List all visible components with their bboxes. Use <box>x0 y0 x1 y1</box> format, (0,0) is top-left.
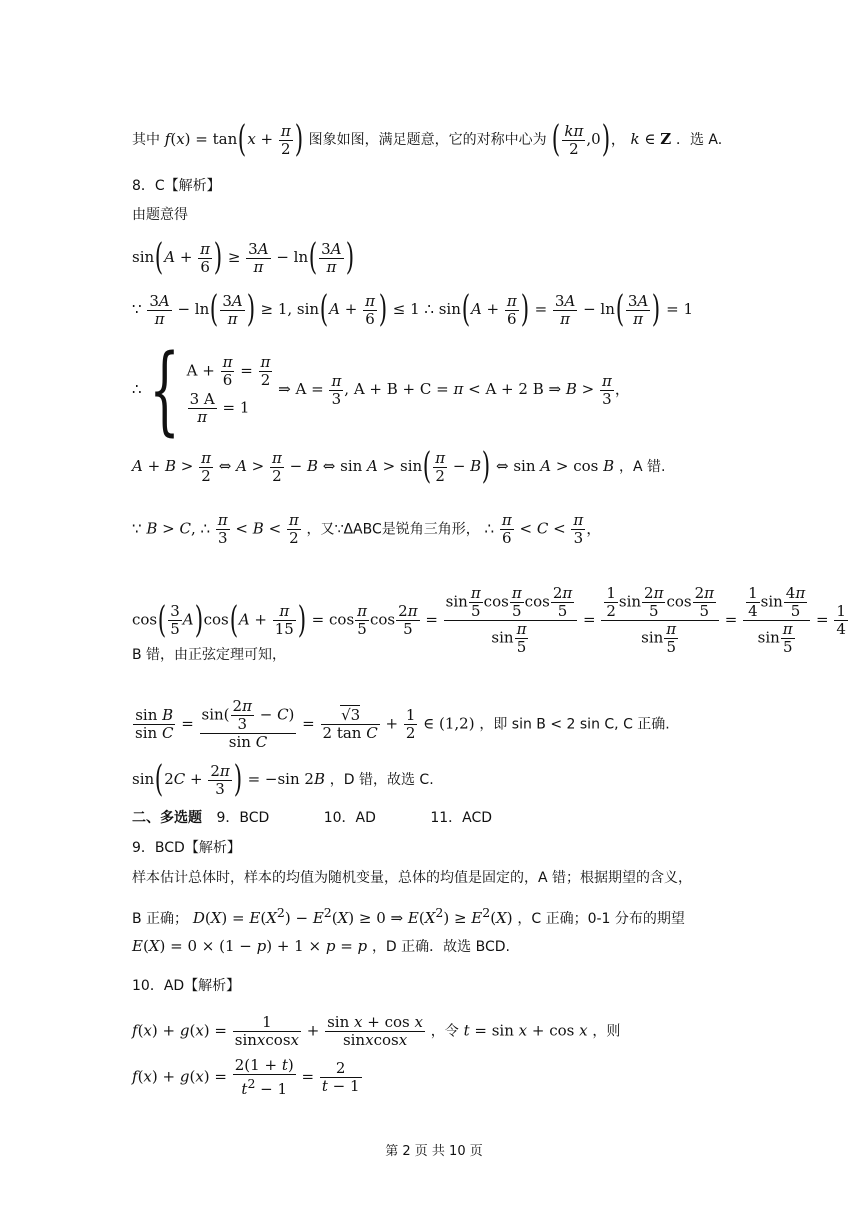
q10-heading: 10．AD【解析】 <box>132 978 241 994</box>
formula-sine-law: $\frac{\text{sin B}}{\text{sin C}}$ = sin( $\frac{2\pi}{3}$ − C) sin C = $\frac{√3}{\text{2 tan C}}$ + $\frac{1}{2}$ ∈ (1,2) ，即 sin B < 2 sin C, C 正确. <box>135 697 670 751</box>
q10-formula-2: f(x) + g(x) = $\frac{2(1 + t)}{t^2 - 1}$ = $\frac{2}{t - 1}$ <box>132 1056 360 1098</box>
text-b-right: B 正确； <box>132 911 189 927</box>
text-mid: 图象如图，满足题意，它的对称中心为 <box>308 132 547 148</box>
formula-system: ∴{ A + $\frac{\pi}{6}$ = $\frac{\pi}{2}$ $\frac{3 A}{\pi}$ = 1 ⇒ A = $\frac{\pi}{3}$ , A + B + C = π < A + 2 B ⇒ B > $\frac{\pi}{3}$ ， <box>132 334 630 446</box>
q8-heading: 8．C【解析】 <box>132 178 221 194</box>
text-tail: ．选 A. <box>675 132 723 148</box>
formula-cos-product: cos( $\frac{3}{5}$ A)cos(A + $\frac{\pi}{15}$ ) = cos $\frac{\pi}{5}$ cos $\frac{2\pi}{5}$ = sin $\frac{\pi}{5}$ cos $\frac{\pi}{5}$ cos $\frac{2\pi}{5}$ sin $\frac{\pi}{5}$ = $\frac{1}{2}$ sin $\frac{2\pi}{5}$ cos $\frac{2\pi}{5}$ sin $\frac{\pi}{5}$ = $\frac{1}{4}$ sin $\frac{4\pi}{5}$ sin $\frac{\pi}{5}$ = $\frac{1}{4}$ <box>132 584 846 656</box>
text-d-wrong: ，D 错，故选 C. <box>329 772 434 788</box>
formula-d-wrong: sin(2C + $\frac{2\pi}{3}$ ) = −sin 2B ，D 错，故选 C. <box>132 759 434 800</box>
formula-since: ∵ $\frac{3A}{\pi}$ − ln( $\frac{3A}{\pi}$ ) ≥ 1, sin(A + $\frac{\pi}{6}$ ) ≤ 1 ∴ sin(A + $\frac{\pi}{6}$ ) = $\frac{3A}{\pi}$ − ln( $\frac{3A}{\pi}$ ) = 1 <box>132 289 693 330</box>
text-prefix: 其中 <box>132 132 160 148</box>
text-a-wrong: ，A 错. <box>618 459 666 475</box>
q9-line-3: E(X) = 0 × (1 − p) + 1 × p = p ，D 正确．故选 BCD. <box>132 937 510 955</box>
q9-line-2: B 正确； $D(X) = E(X^2) - E^2(X) \ge 0$ ⇒ $E(X^2) \ge E^2(X)$ ，C 正确；0-1 分布的期望 <box>132 905 685 927</box>
multi-heading: 二、多选题 <box>132 810 202 826</box>
text-then: ，则 <box>592 1023 621 1040</box>
q9-text-1: 样本估计总体时，样本的均值为随机变量，总体的均值是固定的，A 错；根据期望的含义， <box>132 870 693 886</box>
page-footer: 第 2 页 共 10 页 <box>385 1144 483 1159</box>
answer-11: 11．ACD <box>430 810 493 826</box>
text-let: ，令 <box>430 1023 459 1040</box>
symmetry-center-line: 其中 f(x) = tan(x + $\frac{\pi}{2}$ ) 图象如图，满足题意，它的对称中心为 ( $\frac{k\pi}{2}$ ,0)， k ∈ Z ．选 A. <box>132 119 723 160</box>
q10-formula-1: f(x) + g(x) = $\frac{1}{\text{sinxcosx}}$ + $\frac{\text{sin x + cos x}}{\text{sinxcosx}}$ ，令 t = sin x + cos x ，则 <box>132 1013 621 1049</box>
formula-acute: ∵ B > C, ∴ $\frac{\pi}{3}$ < B < $\frac{\pi}{2}$ ，又∵ΔABC是锐角三角形， ∴ $\frac{\pi}{6}$ < C < $\frac{\pi}{3}$ ， <box>132 511 602 547</box>
text-c-right-q9: ，C 正确；0-1 分布的期望 <box>517 911 685 927</box>
text-acute: ，又∵ΔABC是锐角三角形， <box>306 521 480 538</box>
text-d-right-q9: ，D 正确．故选 BCD. <box>371 939 510 955</box>
q8-b-wrong: B 错，由正弦定理可知， <box>132 647 287 663</box>
q9-heading: 9．BCD【解析】 <box>132 840 241 856</box>
answer-9: 9．BCD <box>216 810 270 826</box>
multi-choice-answers <box>132 808 492 828</box>
formula-inequality-1: sin(A + $\frac{\pi}{6}$ ) ≥ $\frac{3A}{\pi}$ − ln( $\frac{3A}{\pi}$ ) <box>132 237 354 278</box>
answer-10: 10．AD <box>323 810 376 826</box>
formula-a-wrong: A + B > $\frac{\pi}{2}$ ⇔ A > $\frac{\pi}{2}$ − B ⇔ sin A > sin( $\frac{\pi}{2}$ − B) ⇔ sin A > cos B ，A 错. <box>132 446 666 487</box>
text-c-right: ，即 sin B < 2 sin C, C 正确. <box>479 716 670 733</box>
q8-by-problem: 由题意得 <box>132 207 188 223</box>
